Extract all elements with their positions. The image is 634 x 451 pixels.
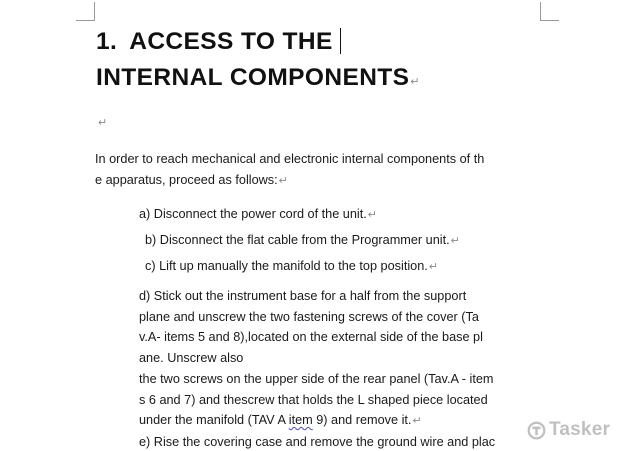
step-d-line: d) Stick out the instrument base for a half from the support bbox=[139, 289, 467, 303]
intro-line-1: In order to reach mechanical and electronic internal components of th bbox=[95, 152, 485, 166]
empty-paragraph-mark: ↵ bbox=[98, 117, 108, 129]
watermark-text: Tasker bbox=[549, 419, 611, 440]
crop-mark-top-right bbox=[540, 2, 559, 21]
heading-text-2: INTERNAL COMPONENTS bbox=[96, 64, 410, 91]
step-a: a) Disconnect the power cord of the unit.↵ bbox=[139, 207, 378, 221]
intro-paragraph bbox=[95, 149, 484, 191]
step-d-line: plane and unscrew the two fastening screws of the cover (Ta bbox=[139, 309, 479, 324]
spelling-underline: item bbox=[288, 413, 313, 428]
step-d-line: v.A- items 5 and 8),located on the external side of the base pl bbox=[139, 330, 483, 345]
step-b: b) Disconnect the flat cable from the Programmer unit.↵ bbox=[145, 233, 460, 247]
tasker-logo-icon bbox=[527, 421, 546, 440]
crop-mark-top-left bbox=[76, 2, 95, 21]
step-d-line: the two screws on the upper side of the rear panel (Tav.A - item bbox=[139, 371, 494, 386]
tasker-watermark bbox=[527, 419, 610, 441]
step-d bbox=[139, 286, 495, 451]
paragraph-mark: ↵ bbox=[410, 76, 421, 88]
step-d-line: ane. Unscrew also bbox=[139, 351, 244, 366]
heading-line-1 bbox=[96, 28, 341, 56]
heading-text-1: ACCESS TO THE bbox=[129, 28, 333, 55]
step-c: c) Lift up manually the manifold to the top position.↵ bbox=[145, 259, 439, 273]
step-d-line: s 6 and 7) and thescrew that holds the L shaped piece located bbox=[139, 392, 488, 407]
text-cursor bbox=[340, 28, 341, 54]
intro-line-2: e apparatus, proceed as follows:↵ bbox=[95, 172, 288, 187]
heading-number: 1. bbox=[96, 28, 118, 55]
step-e: e) Rise the covering case and remove the ground wire and plac bbox=[139, 434, 496, 449]
step-d-line: under the manifold (TAV A item 9) and remove it.↵ bbox=[139, 413, 422, 428]
heading-line-2 bbox=[96, 64, 420, 92]
